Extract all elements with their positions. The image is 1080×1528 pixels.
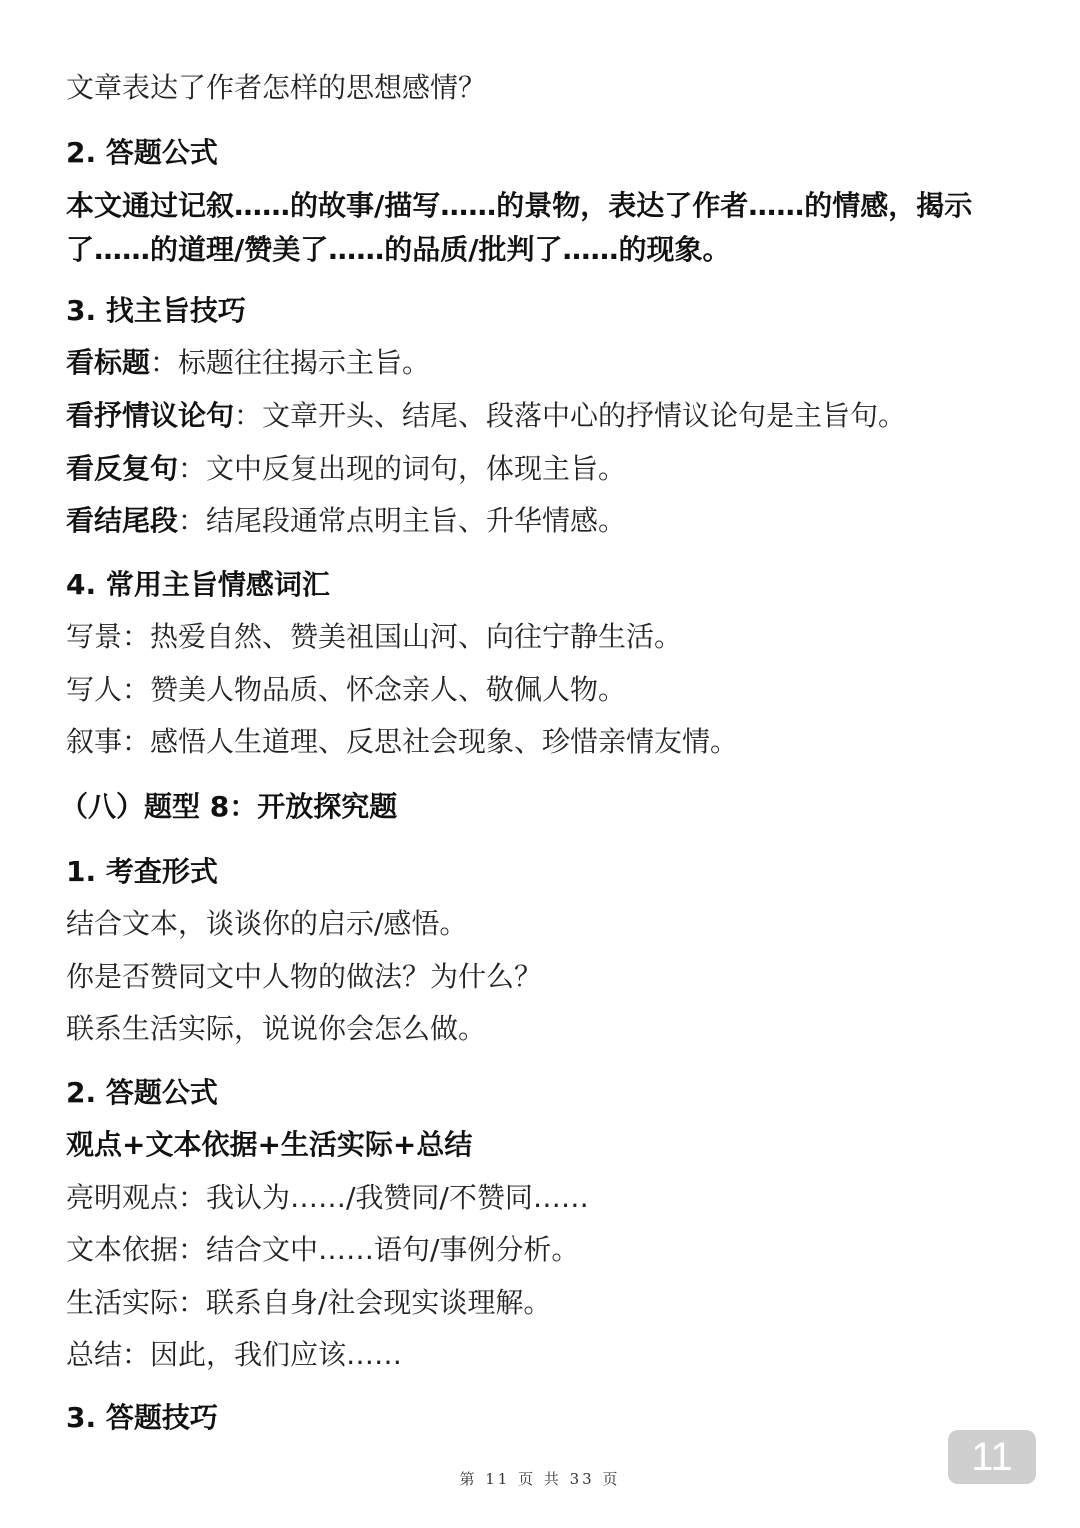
tip-item <box>66 343 1020 383</box>
form-item: 联系生活实际，说说你会怎么做。 <box>66 1012 487 1045</box>
tip-label: 看抒情议论句 <box>66 399 235 432</box>
tip-item <box>66 501 1020 541</box>
step-item: 总结：因此，我们应该…… <box>66 1338 403 1371</box>
tip-label: 看结尾段 <box>66 504 179 537</box>
vocab-item: 叙事：感悟人生道理、反思社会现象、珍惜亲情友情。 <box>66 725 739 758</box>
formula-heading: 2. 答题公式 <box>66 1076 218 1109</box>
tip-item <box>66 449 1020 489</box>
page-number-badge: 11 <box>948 1430 1036 1484</box>
formula-text: 本文通过记叙……的故事/描写……的景物，表达了作者……的情感，揭示了……的道理/赞美了……的品质/批判了……的现象。 <box>66 189 973 266</box>
form-item: 你是否赞同文中人物的做法？为什么？ <box>66 960 543 993</box>
step-item: 文本依据：结合文中……语句/事例分析。 <box>66 1233 580 1266</box>
tip-text: ：文中反复出现的词句，体现主旨。 <box>178 452 627 485</box>
step-item: 亮明观点：我认为……/我赞同/不赞同…… <box>66 1181 589 1214</box>
formula-heading: 2. 答题公式 <box>66 136 218 169</box>
form-item: 结合文本，谈谈你的启示/感悟。 <box>66 907 468 940</box>
question-line: 文章表达了作者怎样的思想感情？ <box>66 71 487 104</box>
skills-heading: 3. 答题技巧 <box>66 1401 218 1434</box>
tip-text: ：文章开头、结尾、段落中心的抒情议论句是主旨句。 <box>234 399 907 432</box>
tip-item <box>66 396 1020 436</box>
formula-text: 观点+文本依据+生活实际+总结 <box>66 1128 473 1161</box>
tips-heading: 3. 找主旨技巧 <box>66 294 246 327</box>
vocab-item: 写景：热爱自然、赞美祖国山河、向往宁静生活。 <box>66 620 683 653</box>
tip-text: ：标题往往揭示主旨。 <box>150 346 431 379</box>
tip-label: 看反复句 <box>66 452 179 485</box>
tip-label: 看标题 <box>66 346 151 379</box>
page-footer: 第 11 页 共 33 页 <box>459 1470 621 1488</box>
step-item: 生活实际：联系自身/社会现实谈理解。 <box>66 1286 552 1319</box>
section-title: （八）题型 8：开放探究题 <box>60 790 398 823</box>
form-heading: 1. 考查形式 <box>66 855 218 888</box>
vocab-item: 写人：赞美人物品质、怀念亲人、敬佩人物。 <box>66 673 627 706</box>
vocab-heading: 4. 常用主旨情感词汇 <box>66 568 330 601</box>
tip-text: ：结尾段通常点明主旨、升华情感。 <box>178 504 627 537</box>
